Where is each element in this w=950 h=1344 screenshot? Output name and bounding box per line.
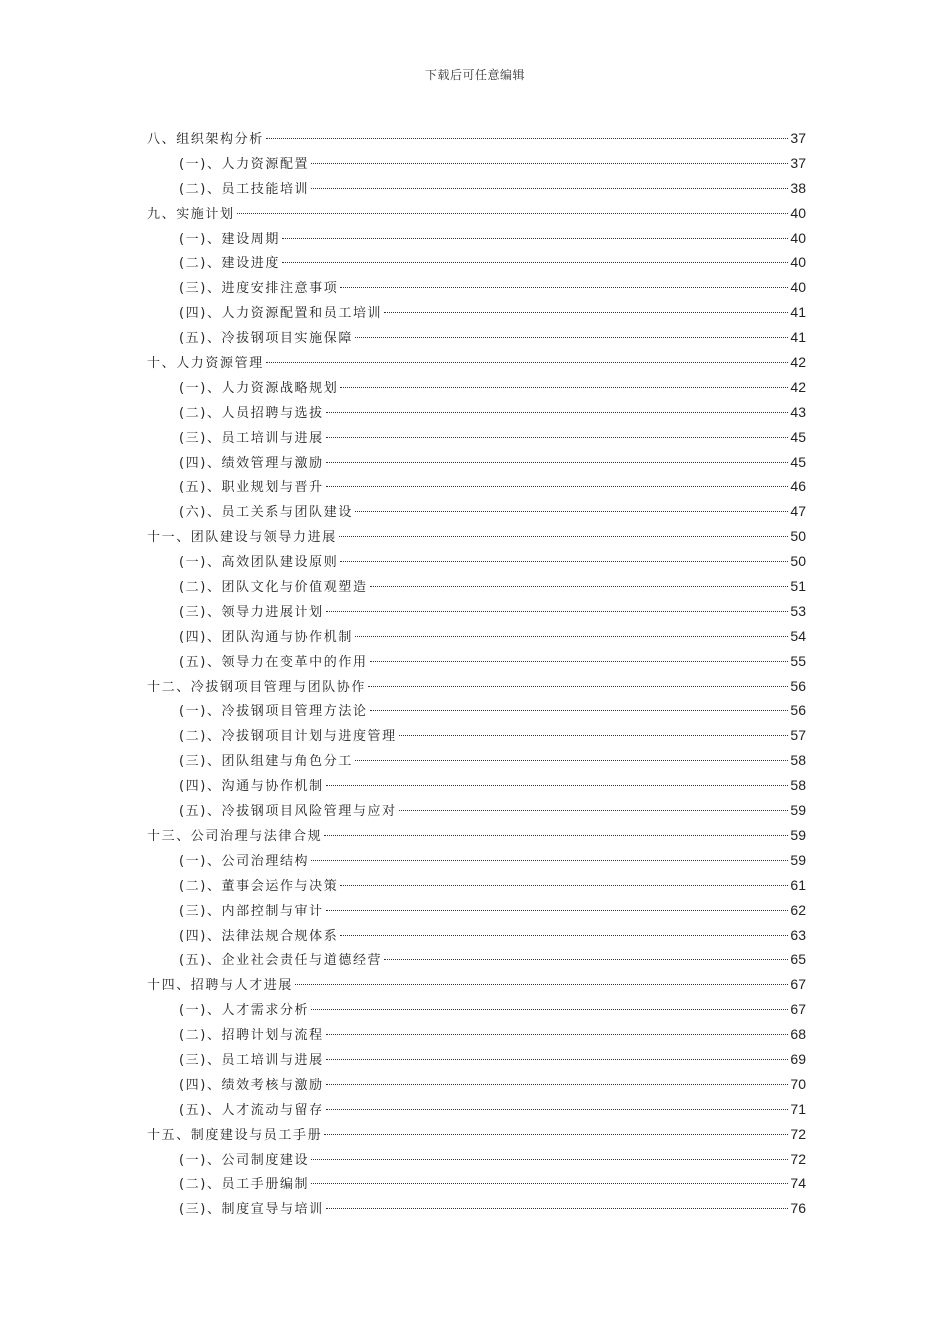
toc-dot-leader: [326, 412, 789, 413]
toc-dot-leader: [311, 1183, 788, 1184]
toc-dot-leader: [326, 1059, 789, 1060]
toc-dot-leader: [311, 1009, 788, 1010]
toc-section-entry[interactable]: [147, 1072, 806, 1097]
toc-page-number: 59: [790, 826, 806, 843]
toc-dot-leader: [384, 312, 788, 313]
toc-section-entry[interactable]: [147, 1147, 806, 1172]
toc-entry-title: 十、人力资源管理: [147, 356, 264, 372]
toc-section-entry[interactable]: [147, 325, 806, 350]
toc-dot-leader: [384, 959, 788, 960]
toc-entry-title: (二)、建设进度: [179, 256, 280, 272]
toc-dot-leader: [326, 437, 789, 438]
toc-page-number: 42: [790, 378, 806, 395]
toc-dot-leader: [326, 462, 789, 463]
toc-section-entry[interactable]: [147, 275, 806, 300]
toc-page-number: 51: [790, 578, 806, 595]
toc-page-number: 40: [790, 279, 806, 296]
toc-section-entry[interactable]: [147, 151, 806, 176]
toc-page-number: 46: [790, 478, 806, 495]
toc-section-entry[interactable]: [147, 624, 806, 649]
toc-section-entry[interactable]: [147, 499, 806, 524]
toc-entry-title: (一)、公司制度建设: [179, 1152, 310, 1168]
toc-entry-title: (一)、人才需求分析: [179, 1003, 310, 1019]
toc-page-number: 59: [790, 851, 806, 868]
toc-entry-title: (三)、员工培训与进展: [179, 1052, 324, 1068]
toc-entry-title: (二)、董事会运作与决策: [179, 878, 339, 894]
toc-section-entry[interactable]: [147, 1196, 806, 1221]
toc-page-number: 42: [790, 354, 806, 371]
toc-section-entry[interactable]: [147, 549, 806, 574]
toc-page-number: 41: [790, 304, 806, 321]
toc-dot-leader: [324, 835, 788, 836]
toc-entry-title: (四)、沟通与协作机制: [179, 779, 324, 795]
toc-dot-leader: [326, 1034, 789, 1035]
toc-entry-title: (一)、冷拔钢项目管理方法论: [179, 704, 368, 720]
toc-entry-title: (四)、法律法规合规体系: [179, 928, 339, 944]
toc-entry-title: (二)、员工技能培训: [179, 181, 310, 197]
toc-dot-leader: [326, 486, 789, 487]
toc-section-entry[interactable]: [147, 400, 806, 425]
toc-entry-title: 十一、团队建设与领导力进展: [147, 530, 337, 546]
toc-page-number: 53: [790, 602, 806, 619]
toc-section-entry[interactable]: [147, 923, 806, 948]
toc-dot-leader: [266, 362, 789, 363]
toc-entry-title: (二)、冷拔钢项目计划与进度管理: [179, 729, 397, 745]
toc-entry-title: (一)、高效团队建设原则: [179, 555, 339, 571]
toc-page-number: 50: [790, 553, 806, 570]
toc-entry-title: 十四、招聘与人才进展: [147, 978, 294, 994]
toc-section-entry[interactable]: [147, 723, 806, 748]
toc-dot-leader: [326, 785, 789, 786]
toc-section-entry[interactable]: [147, 450, 806, 475]
toc-entry-title: (三)、员工培训与进展: [179, 430, 324, 446]
toc-section-entry[interactable]: [147, 226, 806, 251]
toc-dot-leader: [237, 213, 789, 214]
toc-dot-leader: [326, 1084, 789, 1085]
toc-dot-leader: [355, 511, 788, 512]
toc-dot-leader: [355, 636, 788, 637]
toc-dot-leader: [282, 238, 788, 239]
toc-page-number: 74: [790, 1175, 806, 1192]
toc-page-number: 41: [790, 329, 806, 346]
toc-page-number: 40: [790, 254, 806, 271]
toc-section-entry[interactable]: [147, 375, 806, 400]
toc-dot-leader: [282, 262, 788, 263]
toc-page-number: 62: [790, 901, 806, 918]
toc-page-number: 59: [790, 802, 806, 819]
toc-section-entry[interactable]: [147, 1097, 806, 1122]
toc-entry-title: (六)、员工关系与团队建设: [179, 505, 353, 521]
toc-section-entry[interactable]: [147, 176, 806, 201]
toc-page-number: 71: [790, 1100, 806, 1117]
toc-entry-title: (二)、员工手册编制: [179, 1177, 310, 1193]
toc-chapter-entry[interactable]: [147, 972, 806, 997]
toc-entry-title: 十二、冷拔钢项目管理与团队协作: [147, 679, 367, 695]
toc-dot-leader: [324, 1134, 788, 1135]
toc-dot-leader: [340, 287, 788, 288]
toc-section-entry[interactable]: [147, 798, 806, 823]
toc-entry-title: (一)、人力资源战略规划: [179, 380, 339, 396]
toc-entry-title: (二)、人员招聘与选拔: [179, 405, 324, 421]
toc-page-number: 70: [790, 1075, 806, 1092]
toc-chapter-entry[interactable]: [147, 350, 806, 375]
toc-dot-leader: [311, 163, 788, 164]
toc-entry-title: (四)、人力资源配置和员工培训: [179, 306, 383, 322]
toc-entry-title: (三)、团队组建与角色分工: [179, 754, 353, 770]
toc-dot-leader: [326, 611, 789, 612]
toc-dot-leader: [340, 885, 788, 886]
toc-dot-leader: [370, 710, 789, 711]
toc-chapter-entry[interactable]: [147, 823, 806, 848]
toc-section-entry[interactable]: [147, 873, 806, 898]
toc-entry-title: (三)、制度宣导与培训: [179, 1202, 324, 1218]
toc-entry-title: 十五、制度建设与员工手册: [147, 1127, 323, 1143]
toc-section-entry[interactable]: [147, 997, 806, 1022]
toc-section-entry[interactable]: [147, 1022, 806, 1047]
toc-entry-title: (一)、人力资源配置: [179, 156, 310, 172]
toc-entry-title: (五)、人才流动与留存: [179, 1102, 324, 1118]
toc-dot-leader: [339, 536, 789, 537]
toc-section-entry[interactable]: [147, 300, 806, 325]
toc-entry-title: (四)、绩效管理与激励: [179, 455, 324, 471]
toc-section-entry[interactable]: [147, 1171, 806, 1196]
toc-dot-leader: [311, 860, 788, 861]
toc-page-number: 37: [790, 154, 806, 171]
toc-section-entry[interactable]: [147, 848, 806, 873]
toc-section-entry[interactable]: [147, 425, 806, 450]
toc-page-number: 61: [790, 876, 806, 893]
toc-chapter-entry[interactable]: [147, 126, 806, 151]
page-header: 下载后可任意编辑: [424, 68, 525, 82]
toc-entry-title: (一)、公司治理结构: [179, 853, 310, 869]
toc-dot-leader: [326, 910, 789, 911]
toc-page-number: 56: [790, 677, 806, 694]
toc-page-number: 56: [790, 702, 806, 719]
toc-entry-title: (五)、冷拔钢项目实施保障: [179, 331, 353, 347]
toc-dot-leader: [311, 1159, 788, 1160]
toc-chapter-entry[interactable]: [147, 524, 806, 549]
toc-page-number: 76: [790, 1200, 806, 1217]
toc-page-number: 67: [790, 1001, 806, 1018]
toc-page-number: 58: [790, 777, 806, 794]
toc-section-entry[interactable]: [147, 898, 806, 923]
toc-dot-leader: [368, 686, 788, 687]
toc-dot-leader: [295, 984, 788, 985]
toc-page-number: 67: [790, 976, 806, 993]
toc-page-number: 40: [790, 204, 806, 221]
toc-page-number: 50: [790, 528, 806, 545]
toc-dot-leader: [326, 1208, 789, 1209]
toc-section-entry[interactable]: [147, 773, 806, 798]
toc-section-entry[interactable]: [147, 748, 806, 773]
toc-chapter-entry[interactable]: [147, 674, 806, 699]
toc-entry-title: (一)、建设周期: [179, 231, 280, 247]
toc-page-number: 45: [790, 428, 806, 445]
toc-dot-leader: [370, 586, 789, 587]
toc-dot-leader: [311, 188, 788, 189]
toc-dot-leader: [340, 935, 788, 936]
toc-page-number: 55: [790, 652, 806, 669]
toc-section-entry[interactable]: [147, 698, 806, 723]
toc-entry-title: (五)、冷拔钢项目风险管理与应对: [179, 804, 397, 820]
toc-dot-leader: [340, 561, 788, 562]
toc-dot-leader: [370, 661, 789, 662]
toc-chapter-entry[interactable]: [147, 201, 806, 226]
toc-entry-title: (四)、绩效考核与激励: [179, 1077, 324, 1093]
toc-page-number: 47: [790, 503, 806, 520]
toc-chapter-entry[interactable]: [147, 1122, 806, 1147]
toc-section-entry[interactable]: [147, 250, 806, 275]
toc-page-number: 58: [790, 752, 806, 769]
toc-page-number: 38: [790, 179, 806, 196]
toc-page-number: 37: [790, 130, 806, 146]
toc-entry-title: (二)、团队文化与价值观塑造: [179, 580, 368, 596]
toc-page-number: 54: [790, 627, 806, 644]
toc-section-entry[interactable]: [147, 474, 806, 499]
toc-entry-title: (三)、进度安排注意事项: [179, 281, 339, 297]
toc-entry-title: 八、组织架构分析: [147, 132, 264, 147]
toc-entry-title: 十三、公司治理与法律合规: [147, 828, 323, 844]
toc-page-number: 72: [790, 1125, 806, 1142]
table-of-contents: [147, 126, 806, 1221]
toc-section-entry[interactable]: [147, 599, 806, 624]
toc-entry-title: (五)、领导力在变革中的作用: [179, 654, 368, 670]
toc-page-number: 63: [790, 926, 806, 943]
toc-entry-title: (三)、领导力进展计划: [179, 604, 324, 620]
toc-page-number: 68: [790, 1026, 806, 1043]
toc-section-entry[interactable]: [147, 574, 806, 599]
toc-section-entry[interactable]: [147, 649, 806, 674]
toc-dot-leader: [399, 735, 789, 736]
toc-page-number: 69: [790, 1050, 806, 1067]
toc-dot-leader: [326, 1109, 789, 1110]
toc-entry-title: 九、实施计划: [147, 206, 235, 222]
toc-page-number: 45: [790, 453, 806, 470]
toc-page-number: 40: [790, 229, 806, 246]
toc-dot-leader: [355, 337, 788, 338]
toc-entry-title: (五)、职业规划与晋升: [179, 480, 324, 496]
toc-dot-leader: [266, 138, 789, 139]
toc-entry-title: (二)、招聘计划与流程: [179, 1028, 324, 1044]
toc-entry-title: (三)、内部控制与审计: [179, 903, 324, 919]
toc-dot-leader: [355, 760, 788, 761]
toc-page-number: 43: [790, 403, 806, 420]
toc-entry-title: (五)、企业社会责任与道德经营: [179, 953, 383, 969]
toc-dot-leader: [340, 387, 788, 388]
toc-page-number: 72: [790, 1150, 806, 1167]
toc-dot-leader: [399, 810, 789, 811]
toc-entry-title: (四)、团队沟通与协作机制: [179, 629, 353, 645]
toc-page-number: 57: [790, 727, 806, 744]
toc-page-number: 65: [790, 951, 806, 968]
toc-section-entry[interactable]: [147, 947, 806, 972]
toc-section-entry[interactable]: [147, 1047, 806, 1072]
